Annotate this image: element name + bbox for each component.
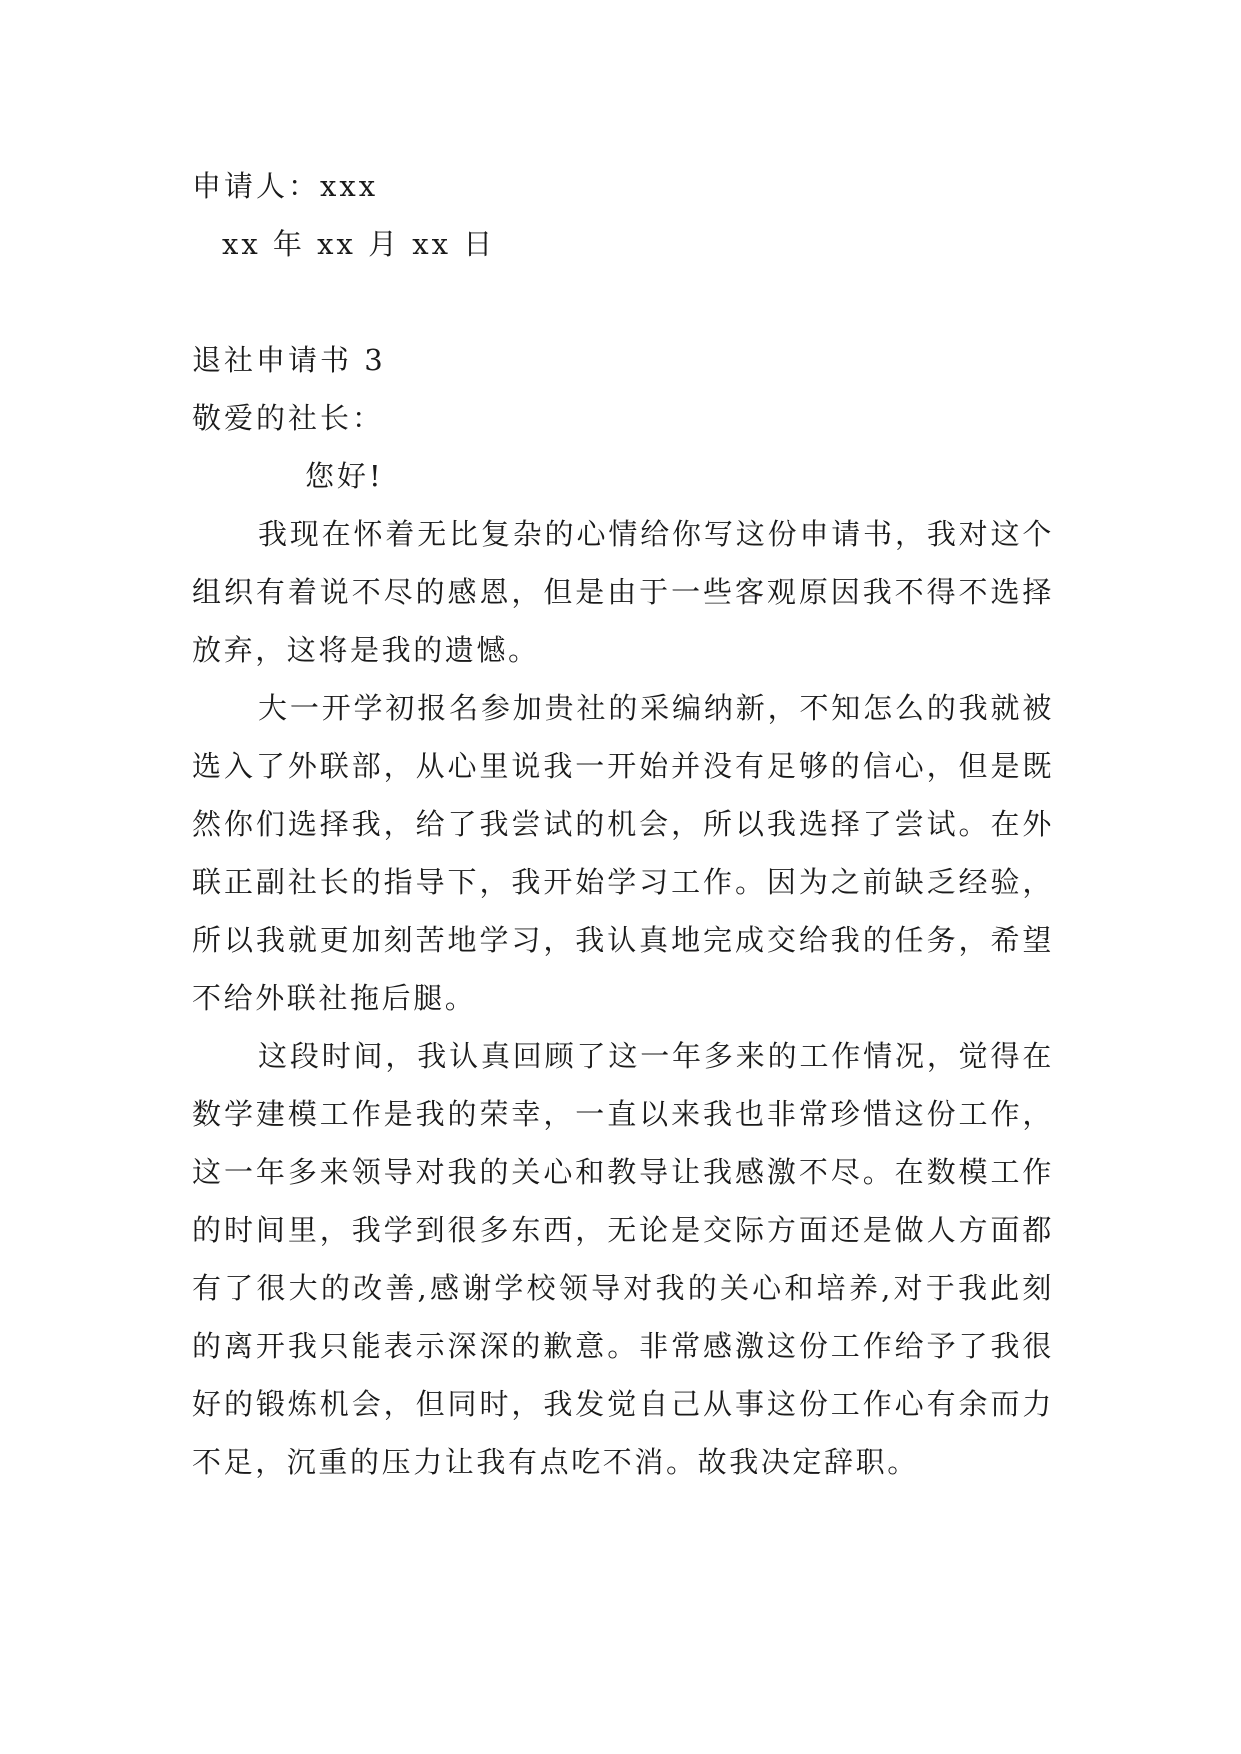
- paragraph-3: 这段时间，我认真回顾了这一年多来的工作情况，觉得在数学建模工作是我的荣幸，一直以来我也非常珍惜这份工作，这一年多来领导对我的关心和教导让我感激不尽。在数模工作的时间里，我学到很多东西，无论是交际方面还是做人方面都有了很大的改善,感谢学校领导对我的关心和培养,对于我此刻的离开我只能表示深深的歉意。非常感激这份工作给予了我很好的锻炼机会，但同时，我发觉自己从事这份工作心有余而力不足，沉重的压力让我有点吃不消。故我决定辞职。: [192, 1039, 1054, 1479]
- letter-title: 退社申请书 3: [192, 343, 386, 377]
- paragraph-1: 我现在怀着无比复杂的心情给你写这份申请书，我对这个组织有着说不尽的感恩，但是由于一些客观原因我不得不选择放弃，这将是我的遗憾。: [192, 517, 1054, 667]
- date-line: xx 年 xx 月 xx 日: [222, 227, 496, 261]
- applicant-line: 申请人：xxx: [192, 169, 379, 203]
- salutation: 敬爱的社长：: [192, 401, 385, 435]
- greeting: 您好!: [305, 459, 384, 493]
- paragraph-2: 大一开学初报名参加贵社的采编纳新，不知怎么的我就被选入了外联部，从心里说我一开始并没有足够的信心，但是既然你们选择我，给了我尝试的机会，所以我选择了尝试。在外联正副社长的指导下，我开始学习工作。因为之前缺乏经验，所以我就更加刻苦地学习，我认真地完成交给我的任务，希望不给外联社拖后腿。: [192, 691, 1054, 1015]
